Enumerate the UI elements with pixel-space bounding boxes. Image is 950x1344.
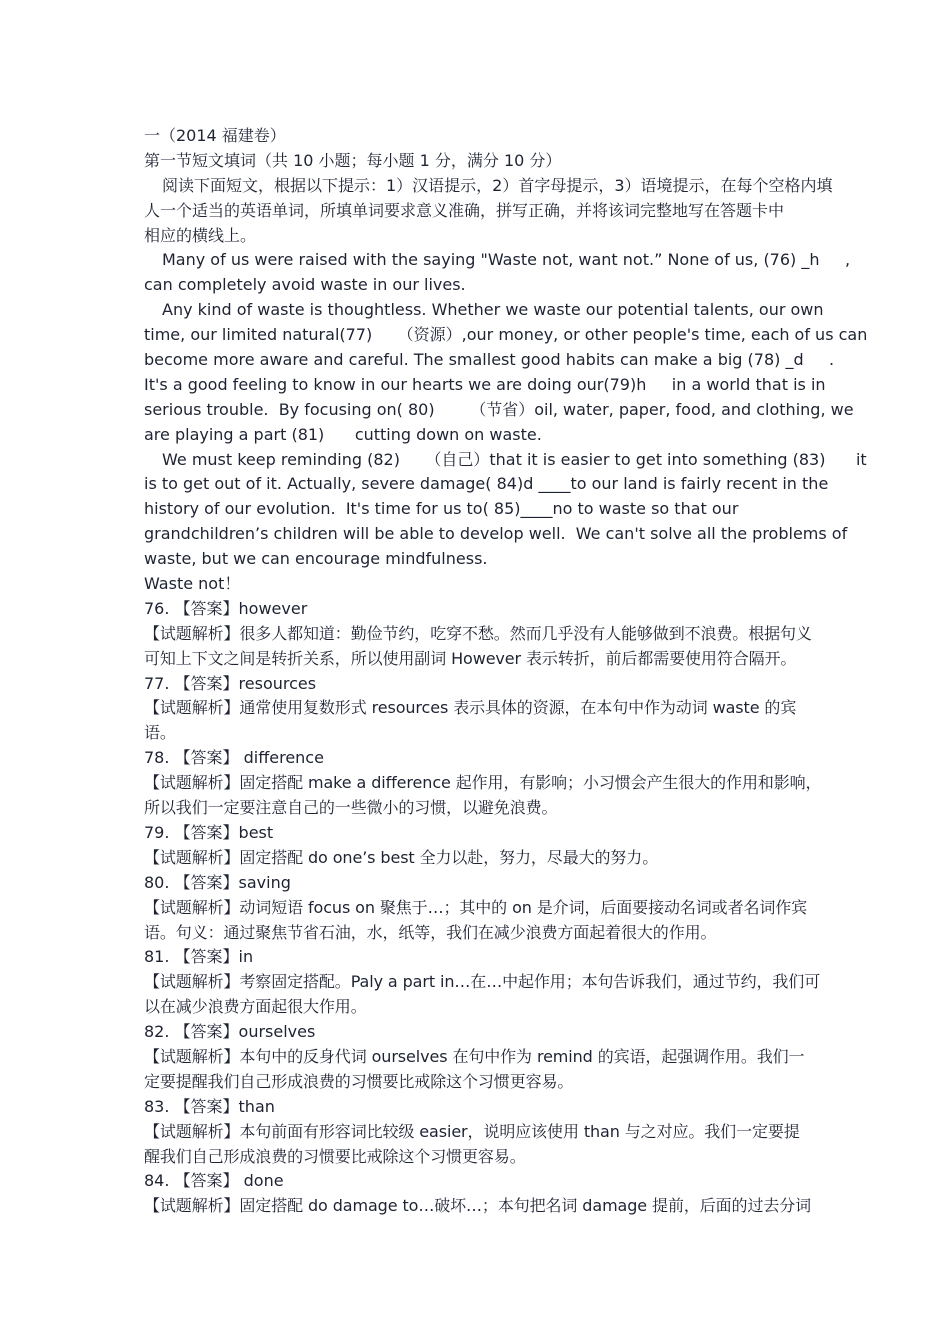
passage-line: It's a good feeling to know in our hearts we are doing our(79)h in a world that is in: [144, 374, 826, 394]
instruction-line: 人一个适当的英语单词，所填单词要求意义准确，拼写正确，并将该词完整地写在答题卡中: [144, 200, 785, 220]
passage: [144, 248, 868, 596]
explanation-line: 【试题解析】固定搭配 do damage to…破坏…；本句把名词 damage 提前，后面的过去分词: [144, 1196, 812, 1216]
passage-line: Waste not！: [144, 574, 241, 594]
explanation-line: 【试题解析】通常使用复数形式 resources 表示具体的资源，在本句中作为动词 waste 的宾: [144, 698, 797, 718]
explanation-line: 所以我们一定要注意自己的一些微小的习惯，以避免浪费。: [144, 798, 558, 818]
passage-line: Any kind of waste is thoughtless. Whether we waste our potential talents, our own: [162, 300, 824, 320]
explanation-line: 【试题解析】固定搭配 make a difference 起作用，有影响；小习惯会产生很大的作用和影响，: [144, 773, 822, 793]
explanation-line: 【试题解析】本句中的反身代词 ourselves 在句中作为 remind 的宾语，起强调作用。我们一: [144, 1046, 805, 1066]
instruction-line: 阅读下面短文，根据以下提示：1）汉语提示，2）首字母提示，3）语境提示，在每个空格内填: [162, 175, 833, 195]
passage-line: become more aware and careful. The smallest good habits can make a big (78) _d .: [144, 350, 835, 370]
explanation-line: 语。: [144, 723, 176, 743]
explanation-line: 【试题解析】本句前面有形容词比较级 easier，说明应该使用 than 与之对应。我们一定要提: [144, 1121, 800, 1141]
instructions: [144, 174, 833, 249]
passage-line: We must keep reminding (82) （自己）that it is easier to get into something (83) it: [162, 449, 867, 469]
answer-key: [144, 597, 822, 1219]
passage-line: grandchildren’s children will be able to develop well. We can't solve all the problems of: [144, 524, 848, 544]
passage-line: is to get out of it. Actually, severe damage( 84)d ____to our land is fairly recent in the: [144, 474, 829, 494]
passage-line: are playing a part (81) cutting down on waste.: [144, 424, 542, 444]
answer-81: 81. 【答案】in: [144, 947, 254, 967]
answer-84: 84. 【答案】 done: [144, 1171, 284, 1191]
document-page: [144, 124, 868, 1219]
explanation-line: 以在减少浪费方面起很大作用。: [144, 997, 367, 1017]
passage-line: history of our evolution. It's time for us to( 85)____no to waste so that our: [144, 499, 739, 519]
passage-line: Many of us were raised with the saying "Waste not, want not.” None of us, (76) _h ,: [162, 250, 851, 270]
explanation-line: 【试题解析】动词短语 focus on 聚焦于…；其中的 on 是介词，后面要接动名词或者名词作宾: [144, 897, 808, 917]
answer-76: 76. 【答案】however: [144, 598, 308, 618]
passage-line: can completely avoid waste in our lives.: [144, 275, 466, 295]
doc-title: 一（2014 福建卷）: [144, 126, 286, 145]
explanation-line: 定要提醒我们自己形成浪费的习惯要比戒除这个习惯更容易。: [144, 1071, 574, 1091]
passage-line: serious trouble. By focusing on( 80) （节省）oil, water, paper, food, and clothing, we: [144, 399, 854, 419]
instruction-line: 相应的横线上。: [144, 225, 257, 245]
answer-78: 78. 【答案】 difference: [144, 748, 324, 768]
explanation-line: 【试题解析】固定搭配 do one’s best 全力以赴，努力，尽最大的努力。: [144, 847, 659, 867]
section-heading: 第一节短文填词（共 10 小题；每小题 1 分，满分 10 分）: [144, 150, 562, 170]
explanation-line: 【试题解析】很多人都知道：勤俭节约，吃穿不愁。然而几乎没有人能够做到不浪费。根据句义: [144, 623, 812, 643]
explanation-line: 可知上下文之间是转折关系，所以使用副词 However 表示转折，前后都需要使用符合隔开。: [144, 648, 797, 668]
explanation-line: 语。句义：通过聚焦节省石油，水，纸等，我们在减少浪费方面起着很大的作用。: [144, 922, 717, 942]
passage-line: waste, but we can encourage mindfulness.: [144, 549, 488, 569]
explanation-line: 醒我们自己形成浪费的习惯要比戒除这个习惯更容易。: [144, 1146, 526, 1166]
answer-77: 77. 【答案】resources: [144, 673, 317, 693]
answer-79: 79. 【答案】best: [144, 822, 274, 842]
explanation-line: 【试题解析】考察固定搭配。Paly a part in…在…中起作用；本句告诉我们，通过节约，我们可: [144, 972, 821, 992]
answer-82: 82. 【答案】ourselves: [144, 1022, 316, 1042]
answer-80: 80. 【答案】saving: [144, 872, 291, 892]
passage-line: time, our limited natural(77) （资源）,our money, or other people's time, each of us can: [144, 325, 868, 345]
answer-83: 83. 【答案】than: [144, 1096, 275, 1116]
